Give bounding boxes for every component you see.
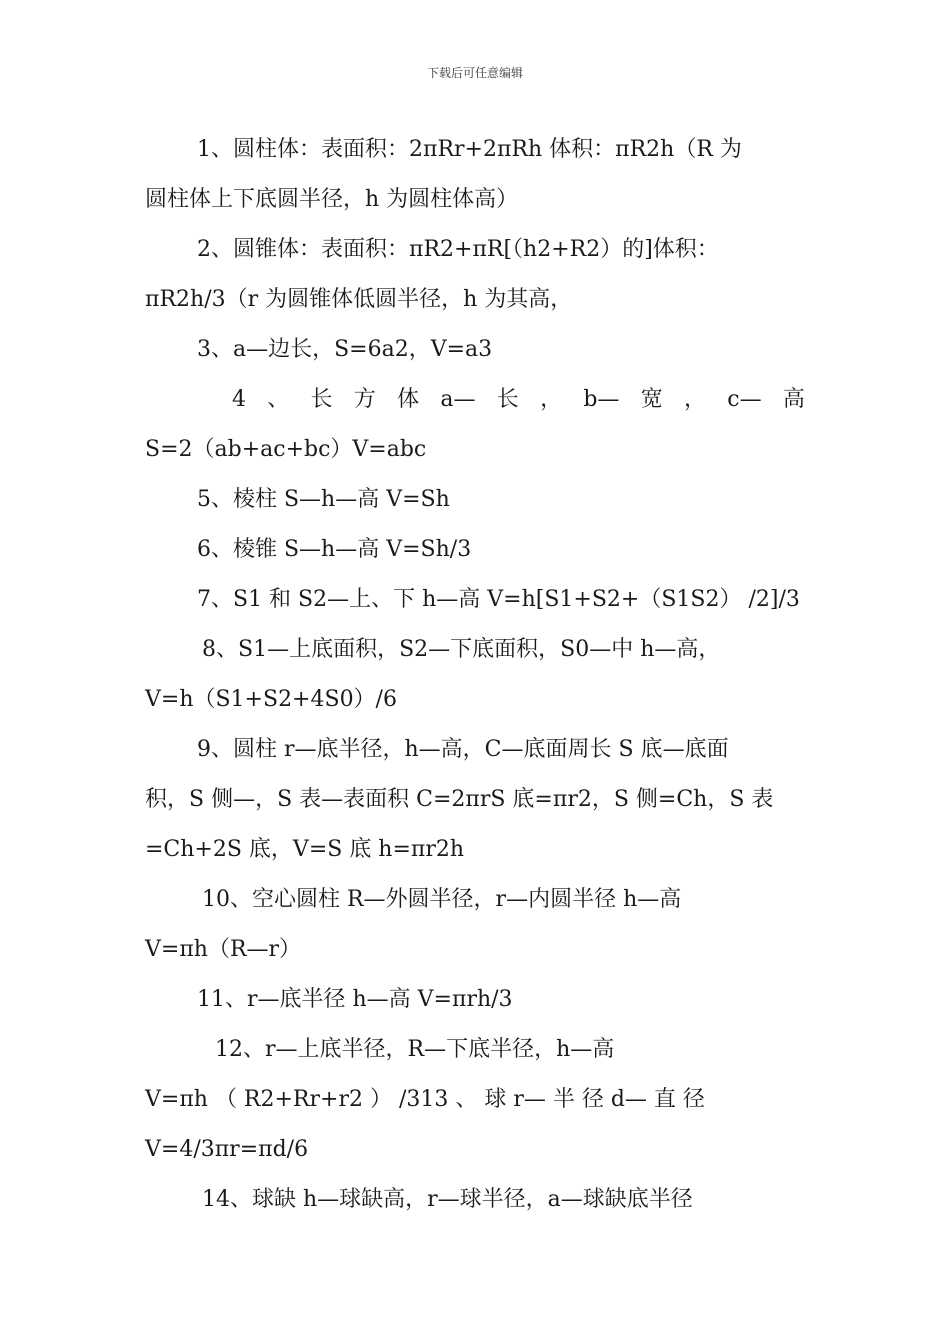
line4-token: 长 [496,387,519,412]
line4-token: 高 [782,387,805,412]
text-line-14: 积，S 侧—，S 表—表面积 C=2πrS 底=πr2，S 侧=Ch，S 表 [145,787,774,812]
line4-token: a— [440,387,476,412]
text-line-6 [0,385,950,415]
line4-token: 方 [353,387,376,412]
line4-token: 4 [232,387,246,412]
line4-token: ， [683,387,706,412]
line4-token: 长 [310,387,333,412]
line4-token: b— [583,387,620,412]
text-line-9: 6、棱锥 S—h—高 V=Sh/3 [197,537,472,562]
text-line-2: 圆柱体上下底圆半径，h 为圆柱体高） [145,187,519,212]
line4-token: ， [540,387,563,412]
line4-token: c— [727,387,762,412]
text-line-19: 12、r—上底半径，R—下底半径，h—高 [215,1037,615,1062]
text-line-12: V=h（S1+S2+4S0）/6 [145,687,397,712]
text-line-13: 9、圆柱 r—底半径，h—高，C—底面周长 S 底—底面 [197,737,729,762]
text-line-7: S=2（ab+ac+bc）V=abc [145,437,427,462]
text-line-3: 2、圆锥体：表面积：πR2+πR[（h2+R2）的]体积： [197,237,719,262]
line4-token: 宽 [640,387,663,412]
text-line-5: 3、a—边长，S=6a2，V=a3 [197,337,493,362]
line4-token: 体 [397,387,420,412]
line4-token: 、 [267,387,290,412]
text-line-8: 5、棱柱 S—h—高 V=Sh [197,487,450,512]
text-line-22: 14、球缺 h—球缺高，r—球半径，a—球缺底半径 [202,1187,693,1212]
text-line-4: πR2h/3（r 为圆锥体低圆半径，h 为其高， [145,287,573,312]
text-line-17: V=πh（R—r） [145,937,302,962]
text-line-16: 10、空心圆柱 R—外圆半径，r—内圆半径 h—高 [202,887,682,912]
text-line-10: 7、S1 和 S2—上、下 h—高 V=h[S1+S2+（S1S2） /2]/3 [197,587,800,612]
text-line-18: 11、r—底半径 h—高 V=πrh/3 [197,987,513,1012]
text-line-20: V=πh （ R2+Rr+r2 ） /313 、 球 r— 半 径 d— 直 径 [145,1087,705,1112]
page-header: 下载后可任意编辑 [426,66,523,80]
text-line-15: =Ch+2S 底，V=S 底 h=πr2h [145,837,465,862]
text-line-21: V=4/3πr=πd/6 [145,1137,309,1162]
text-line-1: 1、圆柱体：表面积：2πRr+2πRh 体积：πR2h（R 为 [197,137,742,162]
text-line-11: 8、S1—上底面积，S2—下底面积，S0—中 h—高， [202,637,721,662]
